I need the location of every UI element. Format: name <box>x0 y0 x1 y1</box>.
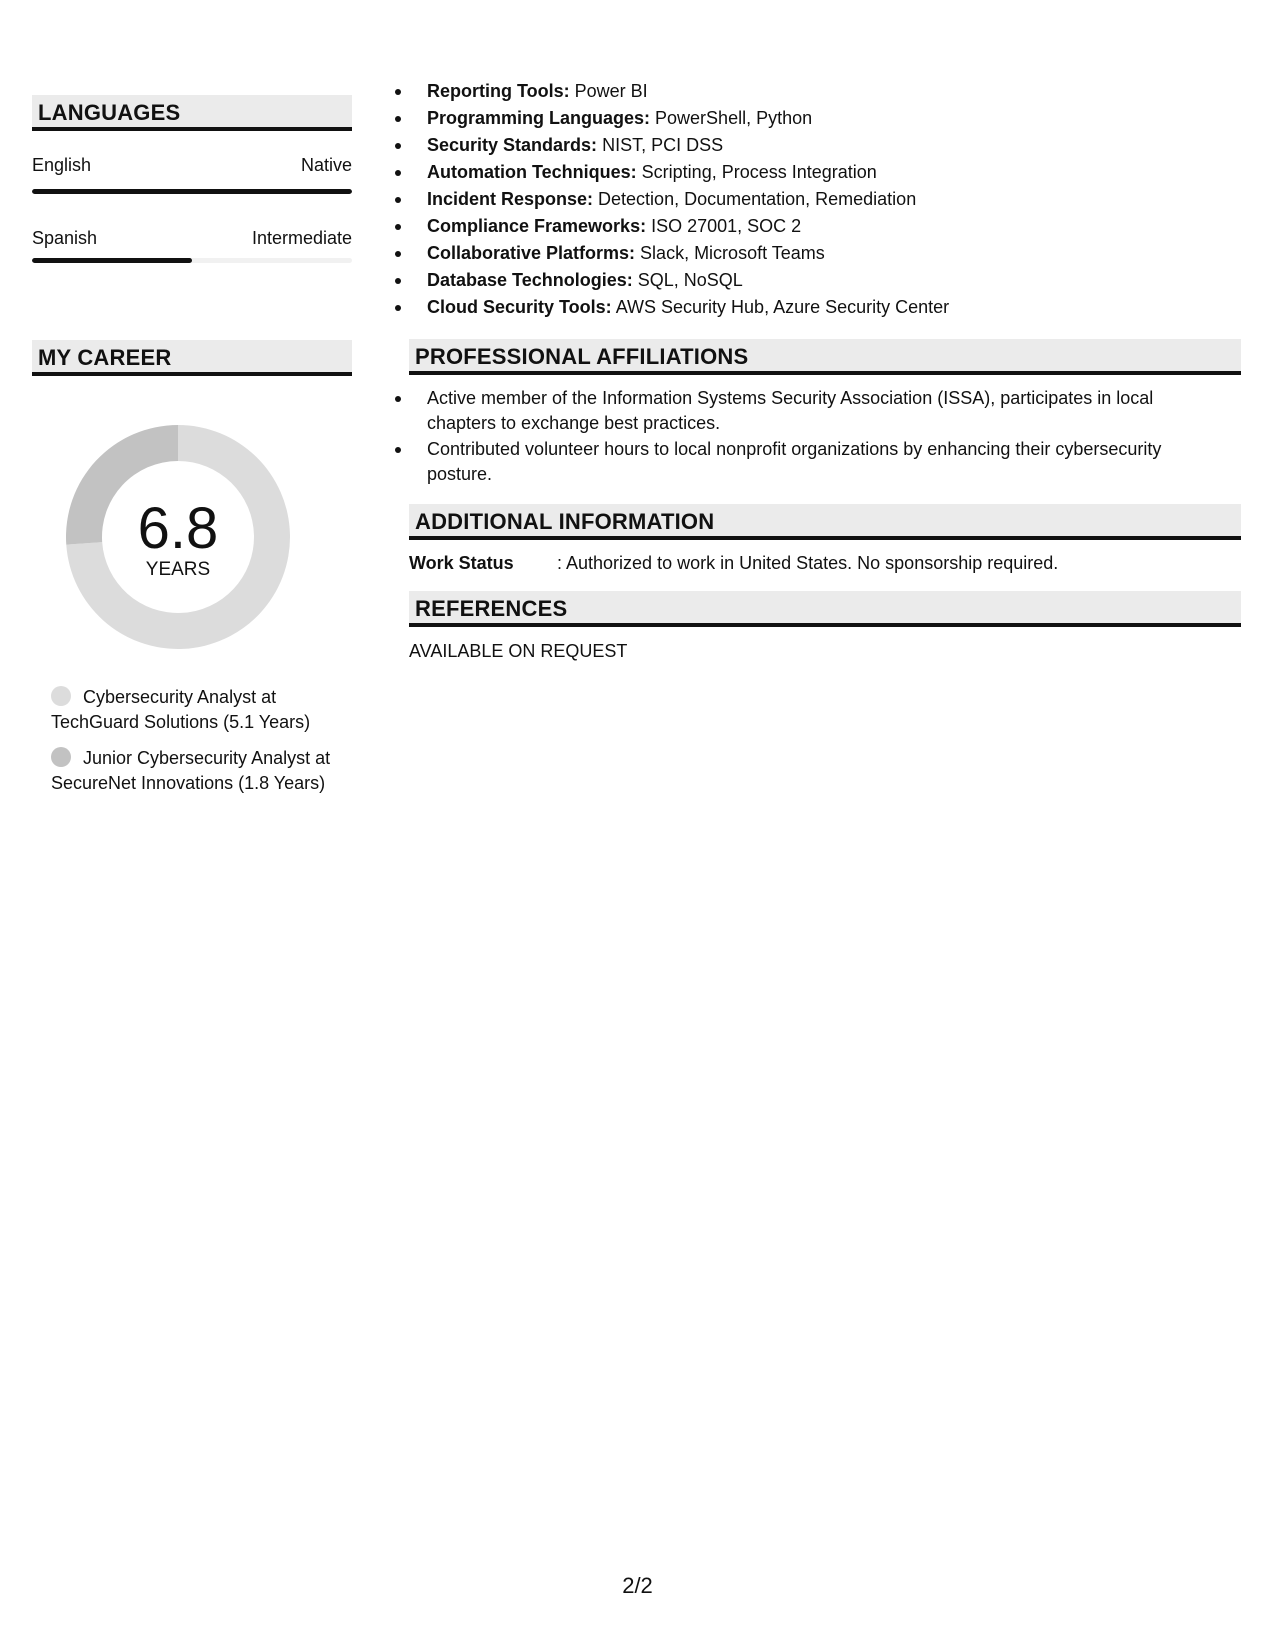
career-legend-item <box>51 685 341 734</box>
affiliation-item: Active member of the Information Systems Security Association (ISSA), participates in local chapters to exchange best practices. <box>409 386 1209 435</box>
career-total-value: 6.8 <box>137 496 219 561</box>
language-proficiency-fill <box>32 189 352 194</box>
affiliations-heading: PROFESSIONAL AFFILIATIONS <box>409 339 1241 375</box>
skill-label: Cloud Security Tools: <box>427 297 612 317</box>
skill-value: ISO 27001, SOC 2 <box>646 216 802 236</box>
language-proficiency-fill <box>32 258 192 263</box>
references-heading: REFERENCES <box>409 591 1241 627</box>
language-name: Spanish <box>32 228 98 248</box>
additional-info-heading: ADDITIONAL INFORMATION <box>409 504 1241 540</box>
skill-value: NIST, PCI DSS <box>597 135 724 155</box>
skill-item <box>409 106 1241 133</box>
skill-item <box>409 133 1241 160</box>
skill-item <box>409 268 1241 295</box>
skill-value: Scripting, Process Integration <box>636 162 877 182</box>
skill-label: Compliance Frameworks: <box>427 216 647 236</box>
skill-value: Slack, Microsoft Teams <box>635 243 825 263</box>
affiliations-list <box>409 386 1209 488</box>
language-level: Native <box>300 155 352 175</box>
skill-label: Security Standards: <box>427 135 598 155</box>
skill-label: Incident Response: <box>427 189 594 209</box>
skill-item <box>409 160 1241 187</box>
languages-heading: LANGUAGES <box>32 95 352 131</box>
language-proficiency-bar <box>32 189 352 194</box>
skill-value: Detection, Documentation, Remediation <box>593 189 917 209</box>
career-heading: MY CAREER <box>32 340 352 376</box>
career-legend-item <box>51 746 341 795</box>
work-status-value: : Authorized to work in United States. No sponsorship required. <box>557 553 1059 573</box>
language-name: English <box>32 155 92 175</box>
legend-dot-icon <box>51 747 71 767</box>
legend-label: Cybersecurity Analyst at TechGuard Solutions (5.1 Years) <box>51 687 311 732</box>
page-number: 2/2 <box>622 1573 653 1598</box>
skill-item <box>409 214 1241 241</box>
work-status-label: Work Status <box>409 553 514 573</box>
skill-label: Programming Languages: <box>427 108 651 128</box>
skill-label: Reporting Tools: <box>427 81 570 101</box>
affiliation-item: Contributed volunteer hours to local nonprofit organizations by enhancing their cybersecurity posture. <box>409 437 1209 486</box>
language-proficiency-bar <box>32 258 352 263</box>
language-level: Intermediate <box>251 228 352 248</box>
skills-list <box>409 79 1241 322</box>
skill-item <box>409 79 1241 106</box>
legend-label: Junior Cybersecurity Analyst at SecureNet Innovations (1.8 Years) <box>51 748 331 793</box>
skill-item <box>409 241 1241 268</box>
language-row-spanish <box>32 226 352 250</box>
skill-value: Power BI <box>569 81 648 101</box>
skill-item <box>409 295 1241 322</box>
career-total-unit: YEARS <box>145 559 211 580</box>
skill-value: AWS Security Hub, Azure Security Center <box>611 297 950 317</box>
skill-label: Automation Techniques: <box>427 162 637 182</box>
language-row-english <box>32 153 352 177</box>
skill-label: Collaborative Platforms: <box>427 243 636 263</box>
skill-label: Database Technologies: <box>427 270 633 290</box>
legend-dot-icon <box>51 686 71 706</box>
references-text: AVAILABLE ON REQUEST <box>409 641 628 661</box>
skill-value: PowerShell, Python <box>650 108 813 128</box>
skill-item <box>409 187 1241 214</box>
skill-value: SQL, NoSQL <box>632 270 743 290</box>
